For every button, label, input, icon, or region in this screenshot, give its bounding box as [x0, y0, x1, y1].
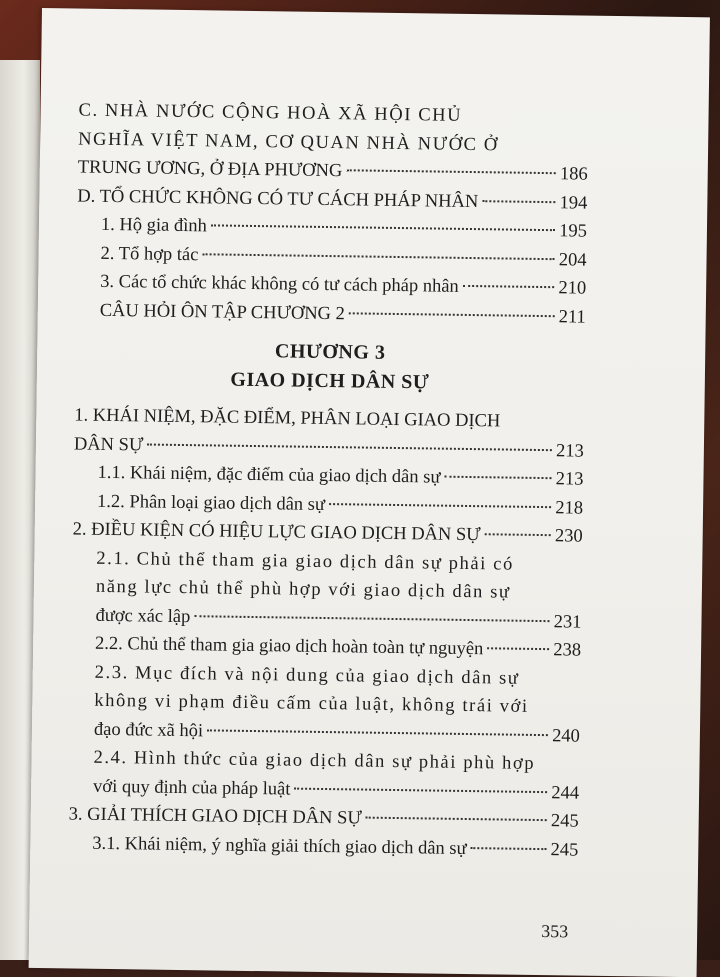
toc-entry-page: 245 — [550, 839, 579, 861]
toc-entry-title: đạo đức xã hội — [93, 719, 204, 741]
toc-entry-title: 2. Tổ hợp tác — [100, 243, 199, 265]
toc-entry-title: 2.2. Chủ thể tham gia giao dịch hoàn toàn tự nguyện — [94, 633, 484, 660]
dot-leader — [349, 312, 555, 317]
chapter-heading: GIAO DỊCH DÂN SỰ — [230, 368, 430, 393]
toc-entry-title: D. TỔ CHỨC KHÔNG CÓ TƯ CÁCH PHÁP NHÂN — [77, 186, 479, 212]
chapter-heading: CHƯƠNG 3 — [274, 340, 386, 364]
toc-entry-page: 231 — [553, 611, 582, 633]
toc-entry-page: 230 — [554, 526, 583, 547]
toc-text-line: 1. KHÁI NIỆM, ĐẶC ĐIỂM, PHÂN LOẠI GIAO DỊCH — [74, 405, 501, 432]
page-number: 353 — [541, 921, 569, 942]
toc-entry-title: DÂN SỰ — [73, 433, 144, 455]
book-page — [29, 8, 710, 977]
toc-entry-page: 210 — [558, 278, 587, 299]
dot-leader — [471, 847, 547, 850]
dot-leader — [463, 285, 555, 288]
toc-entry-title: 3. GIẢI THÍCH GIAO DỊCH DÂN SỰ — [68, 804, 362, 829]
dot-leader — [444, 476, 551, 479]
toc-entry-title: 3.1. Khái niệm, ý nghĩa giải thích giao dịch dân sự — [92, 833, 467, 859]
toc-entry-page: 186 — [559, 164, 588, 185]
table-of-contents — [68, 97, 589, 865]
toc-text-line: NGHĨA VIỆT NAM, CƠ QUAN NHÀ NƯỚC Ở — [78, 129, 499, 155]
dot-leader — [487, 647, 549, 650]
toc-entry-title: với quy định của pháp luật — [92, 776, 291, 800]
toc-entry-page: 204 — [558, 249, 587, 271]
toc-text-line: 2.4. Hình thức của giao dịch dân sự phải phù hợp — [93, 747, 536, 774]
toc-entry-page: 213 — [555, 440, 585, 462]
toc-text-line: C. NHÀ NƯỚC CỘNG HOÀ XÃ HỘI CHỦ — [78, 100, 463, 126]
dot-leader — [194, 615, 549, 622]
dot-leader — [207, 729, 548, 736]
toc-entry-title: được xác lập — [95, 605, 191, 627]
dot-leader — [485, 533, 551, 536]
dot-leader — [202, 253, 554, 260]
toc-entry-title: TRUNG ƯƠNG, Ở ĐỊA PHƯƠNG — [77, 157, 343, 182]
toc-entry-title: 1. Hộ gia đình — [100, 214, 207, 237]
dot-leader — [294, 787, 547, 793]
toc-text-line: 2.3. Mục đích và nội dung của giao dịch dân sự — [94, 662, 520, 689]
dot-leader — [366, 817, 547, 822]
dot-leader — [147, 443, 552, 451]
toc-entry-page: 244 — [551, 782, 580, 804]
dot-leader — [346, 169, 556, 174]
toc-entry-page: 218 — [555, 497, 584, 519]
toc-text-line: không vi phạm điều cấm của luật, không trái với — [94, 690, 529, 717]
toc-entry-title: 1.1. Khái niệm, đặc điểm của giao dịch dân sự — [97, 462, 441, 488]
toc-entry-title: CÂU HỎI ÔN TẬP CHƯƠNG 2 — [99, 300, 346, 324]
toc-entry-page: 213 — [555, 469, 584, 490]
toc-entry-page: 240 — [551, 725, 581, 747]
toc-text-line: năng lực chủ thể phù hợp với giao dịch dân sự — [95, 576, 511, 603]
dot-leader — [329, 503, 551, 508]
toc-entry-title: 2. ĐIỀU KIỆN CÓ HIỆU LỰC GIAO DỊCH DÂN SỰ — [72, 519, 481, 546]
toc-entry-title: 1.2. Phân loại giao dịch dân sự — [96, 491, 326, 515]
toc-entry-page: 194 — [559, 192, 588, 214]
toc-entry — [68, 829, 578, 865]
dot-leader — [211, 224, 555, 231]
toc-entry-title: 3. Các tổ chức khác không có tư cách pháp nhân — [100, 271, 459, 297]
toc-entry-page: 238 — [553, 640, 582, 661]
toc-entry-page: 211 — [558, 306, 586, 328]
dot-leader — [482, 200, 555, 203]
toc-entry-page: 245 — [550, 811, 579, 832]
toc-entry-page: 195 — [559, 221, 588, 242]
toc-text-line: 2.1. Chủ thể tham gia giao dịch dân sự phải có — [96, 548, 515, 575]
